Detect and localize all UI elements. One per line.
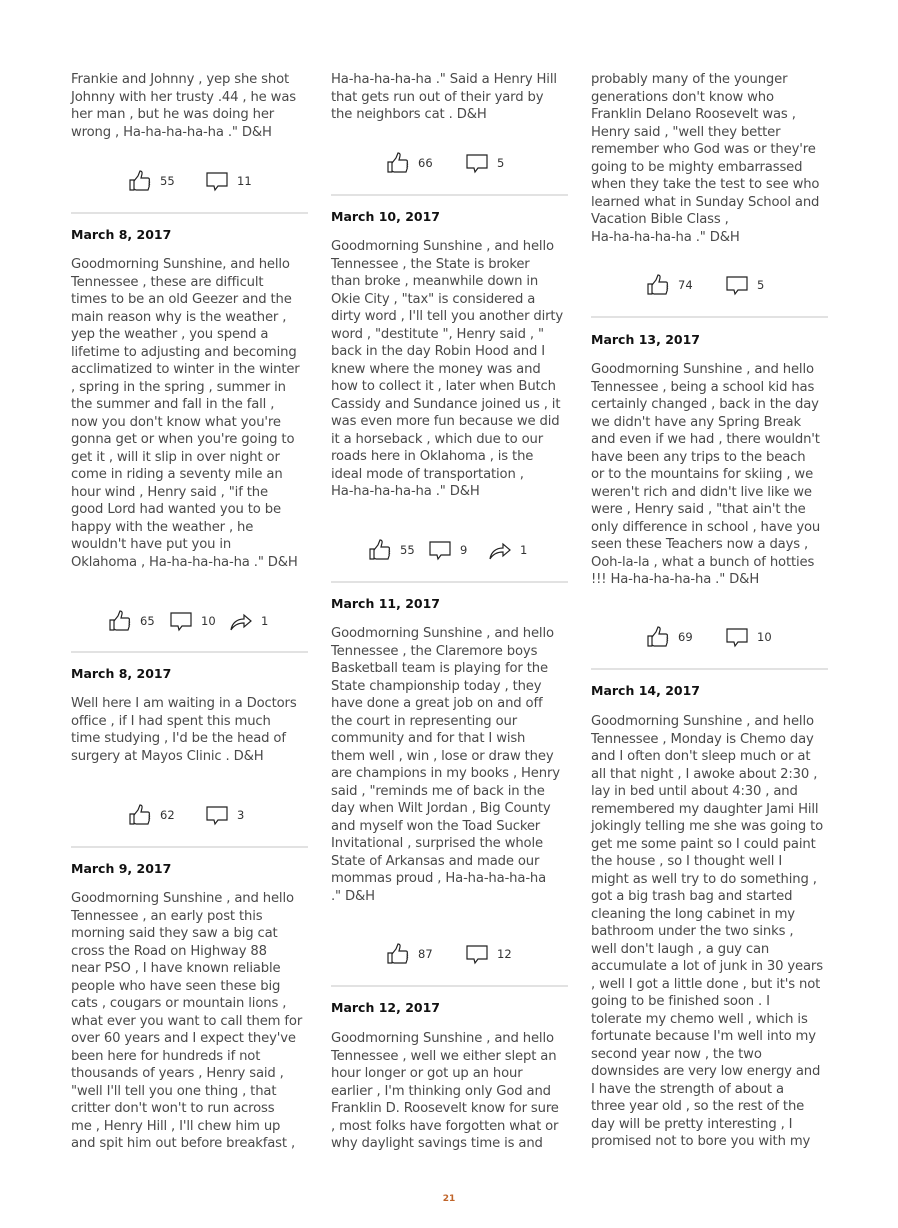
thumbs-up-icon (128, 803, 152, 827)
thumbs-up-icon (646, 273, 670, 297)
post-divider (591, 668, 828, 670)
post-body: probably many of the younger generations don't know who Franklin Delano Roosevelt was , Henry said , "well they better remember who God was or they're going to be mighty embarrassed when they take the test to see who learned what in Sunday School and Vacation Bible Class , Ha-ha-ha-ha-ha ." D&H (591, 72, 820, 245)
comment-count: 5 (757, 278, 765, 292)
like-count: 62 (160, 808, 175, 822)
post-divider (71, 846, 308, 848)
share-arrow-icon (229, 609, 253, 633)
post-date: March 8, 2017 (71, 666, 172, 681)
comment-count: 5 (497, 156, 505, 170)
comment-bubble-icon (169, 609, 193, 633)
like-count: 66 (418, 156, 433, 170)
page-number: 21 (442, 1194, 456, 1204)
post-date: March 14, 2017 (591, 683, 700, 698)
post-divider (71, 651, 308, 653)
comment-count: 3 (237, 808, 245, 822)
post-divider (331, 581, 568, 583)
post-body: Goodmorning Sunshine , and hello Tennessee , being a school kid has certainly changed , back in the day we didn't have any Spring Break and even if we had , there wouldn't have been any trips to the beach or to the mountains for skiing , we weren't rich and didn't live like we were , Henry said , "that ain't the only difference in school , have you seen these Teachers now a days , Ooh-la-la , what a bunch of hotties !!! Ha-ha-ha-ha-ha ." D&H (591, 362, 821, 587)
post-date: March 11, 2017 (331, 596, 440, 611)
thumbs-up-icon (128, 169, 152, 193)
post-date: March 12, 2017 (331, 1000, 440, 1015)
like-count: 74 (678, 278, 693, 292)
post-body: Well here I am waiting in a Doctors office , if I had spent this much time studying , I'd be the head of surgery at Mayos Clinic . D&H (71, 696, 297, 764)
comment-count: 10 (201, 614, 216, 628)
thumbs-up-icon (386, 942, 410, 966)
like-count: 55 (160, 174, 175, 188)
comment-bubble-icon (725, 273, 749, 297)
thumbs-up-icon (368, 538, 392, 562)
comment-bubble-icon (465, 942, 489, 966)
post-body: Goodmorning Sunshine , and hello Tennessee , the State is broker than broke , meanwhile down in Okie City , "tax" is considered a dirty word , I'll tell you another dirty word , "destitute ", Henry said , " back in the day Robin Hood and I knew where the money was and how to collect it , later when Butch Cassidy and Sundance joined us , it was even more fun because we did it a horseback , which due to our roads here in Oklahoma , is the ideal mode of transportation , Ha-ha-ha-ha-ha ." D&H (331, 239, 564, 499)
post-body: Goodmorning Sunshine , and hello Tennessee , an early post this morning said they saw a big cat cross the Road on Highway 88 near PSO , I have known reliable people who have seen these big cats , cougars or mountain lions , what ever you want to call them for over 60 years and I expect they've been here for hundreds if not thousands of years , Henry said , "well I'll tell you one thing , that critter don't won't to run across me , Henry Hill , I'll chew him up and spit him out before breakfast , (71, 891, 303, 1151)
comment-bubble-icon (428, 538, 452, 562)
post-body: Ha-ha-ha-ha-ha ." Said a Henry Hill that gets run out of their yard by the neighbors cat . D&H (331, 72, 557, 122)
post-date: March 13, 2017 (591, 332, 700, 347)
comment-bubble-icon (205, 803, 229, 827)
comment-bubble-icon (205, 169, 229, 193)
thumbs-up-icon (386, 151, 410, 175)
like-count: 55 (400, 543, 415, 557)
share-count: 1 (261, 614, 269, 628)
comment-count: 9 (460, 543, 468, 557)
post-date: March 9, 2017 (71, 861, 172, 876)
share-count: 1 (520, 543, 528, 557)
comment-count: 10 (757, 630, 772, 644)
post-body: Frankie and Johnny , yep she shot Johnny with her trusty .44 , he was her man , but he was doing her wrong , Ha-ha-ha-ha-ha ." D&H (71, 72, 296, 140)
post-body: Goodmorning Sunshine , and hello Tennessee , Monday is Chemo day and I often don't sleep much or at all that night , I awoke about 2:30 , lay in bed until about 4:30 , and remembered my daughter Jami Hill jokingly telling me she was going to get me some paint so I could paint the house , so I thought well I might as well try to do something , got a big trash bag and started cleaning the long cabinet in my bathroom under the two sinks , well don't laugh , a guy can accumulate a lot of junk in 30 years , well I got a little done , but it's not going to be finished soon . I tolerate my chemo well , which is fortunate because I'm well into my second year now , the two downsides are very low energy and I have the strength of about a three year old , so the rest of the day will be pretty interesting , I promised not to bore you with my (591, 714, 824, 1149)
like-count: 87 (418, 947, 433, 961)
post-divider (331, 985, 568, 987)
post-body: Goodmorning Sunshine , and hello Tennessee , the Claremore boys Basketball team is playing for the State championship today , they have done a great job on and off the court in representing our community and for that I wish them well , win , lose or draw they are champions in my books , Henry said , "reminds me of back in the day when Wilt Jordan , Big County and myself won the Toad Sucker Invitational , surprised the whole State of Arkansas and made our mommas proud , Ha-ha-ha-ha-ha ." D&H (331, 626, 560, 904)
like-count: 69 (678, 630, 693, 644)
post-date: March 10, 2017 (331, 209, 440, 224)
comment-bubble-icon (725, 625, 749, 649)
comment-count: 12 (497, 947, 512, 961)
thumbs-up-icon (108, 609, 132, 633)
comment-count: 11 (237, 174, 252, 188)
post-divider (591, 316, 828, 318)
post-body: Goodmorning Sunshine, and hello Tennessee , these are difficult times to be an old Geezer and the main reason why is the weather , yep the weather , you spend a lifetime to adjusting and becoming acclimatized to winter in the winter , spring in the spring , summer in the summer and fall in the fall , now you don't know what you're gonna get or when you're going to get it , will it slip in over night or come in riding a seventy mile an hour wind , Henry said , "if the good Lord had wanted you to be happy with the weather , he wouldn't have put you in Oklahoma , Ha-ha-ha-ha-ha ." D&H (71, 257, 300, 570)
post-date: March 8, 2017 (71, 227, 172, 242)
thumbs-up-icon (646, 625, 670, 649)
comment-bubble-icon (465, 151, 489, 175)
share-arrow-icon (488, 538, 512, 562)
like-count: 65 (140, 614, 155, 628)
post-divider (71, 212, 308, 214)
post-body: Goodmorning Sunshine , and hello Tennessee , well we either slept an hour longer or got up an hour earlier , I'm thinking only God and Franklin D. Roosevelt know for sure , most folks have forgotten what or why daylight savings time is and (331, 1031, 559, 1151)
post-divider (331, 194, 568, 196)
